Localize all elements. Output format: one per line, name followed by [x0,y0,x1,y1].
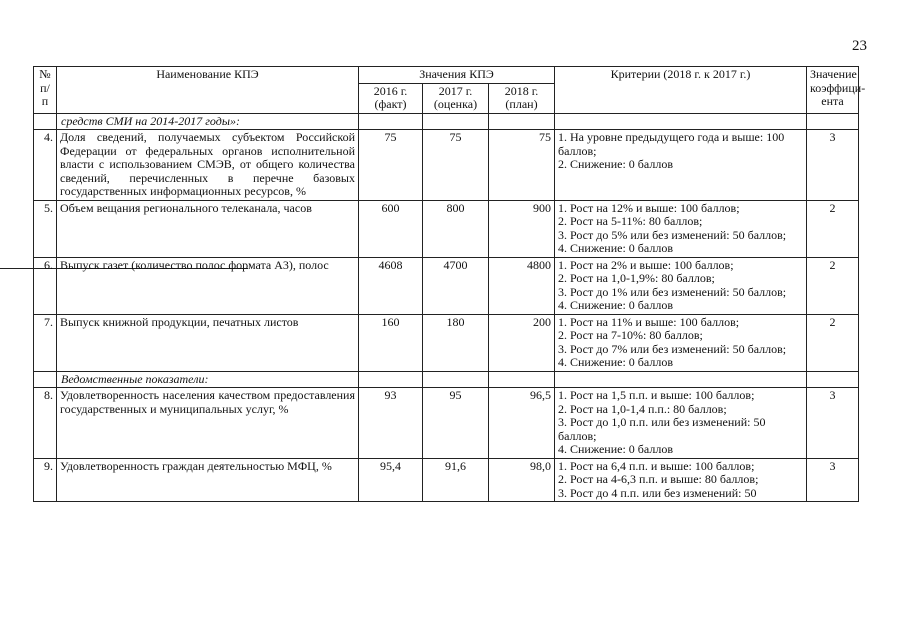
criteria-item: 2. Рост на 5-11%: 80 баллов; [558,214,703,228]
criteria-item: 3. Рост до 1% или без изменений: 50 баллов; [558,284,787,299]
row-coef: 3 [807,130,859,201]
header-coef: Значение коэффици-ента [807,67,859,114]
row-name: Удовлетворенность граждан деятельностью МФЦ, % [57,458,359,502]
section-empty [423,371,489,388]
criteria-item: 1. Рост на 1,5 п.п. и выше: 100 баллов; [558,388,755,402]
criteria-item: 3. Рост до 7% или без изменений: 50 баллов; [558,341,787,356]
section-empty [34,371,57,388]
row-2016: 93 [359,388,423,459]
section-empty [489,371,555,388]
row-coef: 2 [807,314,859,371]
page-number: 23 [852,38,867,54]
section-empty [359,371,423,388]
row-num: 5. [34,200,57,257]
row-criteria [555,130,807,201]
row-2016: 95,4 [359,458,423,502]
criteria-item: 2. Рост на 1,0-1,4 п.п.: 80 баллов; [558,401,727,416]
criteria-item: 4. Снижение: 0 баллов [558,355,673,369]
table-row [34,458,859,502]
criteria-item: 3. Рост до 1,0 п.п. или без изменений: 50 баллов; [558,415,766,443]
criteria-item: 2. Снижение: 0 баллов [558,157,673,171]
row-2016: 600 [359,200,423,257]
row-2018: 200 [489,314,555,371]
row-2017: 75 [423,130,489,201]
criteria-item: 1. Рост на 11% и выше: 100 баллов; [558,314,740,329]
row-2018: 75 [489,130,555,201]
criteria-item: 4. Снижение: 0 баллов [558,298,673,312]
table-row [34,314,859,371]
criteria-item: 2. Рост на 7-10%: 80 баллов; [558,328,703,342]
row-criteria [555,257,807,314]
row-criteria [555,314,807,371]
row-2016: 4608 [359,257,423,314]
row-criteria [555,200,807,257]
criteria-item: 4. Снижение: 0 баллов [558,241,673,255]
criteria-item: 1. На уровне предыдущего года и выше: 100 баллов; [558,130,785,158]
header-values: Значения КПЭ [359,67,555,84]
row-name: Объем вещания регионального телеканала, часов [57,200,359,257]
table-row [34,130,859,201]
row-coef: 3 [807,458,859,502]
kpe-table [33,66,866,502]
row-num: 9. [34,458,57,502]
row-num: 6. [34,257,57,314]
row-coef: 2 [807,257,859,314]
row-2017: 800 [423,200,489,257]
header-row-1 [34,67,859,84]
row-2016: 160 [359,314,423,371]
table-row [34,388,859,459]
row-2018: 98,0 [489,458,555,502]
row-name: Удовлетворенность населения качеством предоставления государственных и муниципальных услуг, % [57,388,359,459]
section-row [34,371,859,388]
header-2016: 2016 г. (факт) [359,83,423,113]
row-num: 8. [34,388,57,459]
criteria-item: 1. Рост на 12% и выше: 100 баллов; [558,200,740,215]
section-empty [807,371,859,388]
row-name: Выпуск газет (количество полос формата А3), полос [57,257,359,314]
criteria-item: 1. Рост на 6,4 п.п. и выше: 100 баллов; [558,458,755,473]
section-title: средств СМИ на 2014-2017 годы»: [57,113,359,130]
row-criteria [555,458,807,502]
table-row [34,257,859,314]
row-2018: 900 [489,200,555,257]
section-title: Ведомственные показатели: [57,371,359,388]
section-empty [555,371,807,388]
header-num: № п/п [34,67,57,114]
header-2018: 2018 г. (план) [489,83,555,113]
criteria-item: 2. Рост на 4-6,3 п.п. и выше: 80 баллов; [558,472,759,486]
criteria-item: 3. Рост до 5% или без изменений: 50 баллов; [558,227,787,242]
header-name: Наименование КПЭ [57,67,359,114]
criteria-item: 2. Рост на 1,0-1,9%: 80 баллов; [558,271,715,285]
row-2017: 4700 [423,257,489,314]
row-2017: 91,6 [423,458,489,502]
header-criteria: Критерии (2018 г. к 2017 г.) [555,67,807,114]
row-name: Доля сведений, получаемых субъектом Российской Федерации от федеральных органов исполнительной власти с использованием СМЭВ, от общего количества сведений, перечисленных в перечне базовых государственных информационных ресурсов, % [57,130,359,201]
row-criteria [555,388,807,459]
row-2017: 180 [423,314,489,371]
criteria-item: 3. Рост до 4 п.п. или без изменений: 50 [558,485,757,500]
row-name: Выпуск книжной продукции, печатных листов [57,314,359,371]
section-row [34,113,859,130]
row-num: 4. [34,130,57,201]
header-2017: 2017 г. (оценка) [423,83,489,113]
row-2018: 96,5 [489,388,555,459]
row-2017: 95 [423,388,489,459]
criteria-item: 4. Снижение: 0 баллов [558,442,673,456]
criteria-item: 1. Рост на 2% и выше: 100 баллов; [558,257,734,272]
row-2016: 75 [359,130,423,201]
table-row [34,200,859,257]
row-coef: 3 [807,388,859,459]
row-num: 7. [34,314,57,371]
row-2018: 4800 [489,257,555,314]
row-coef: 2 [807,200,859,257]
